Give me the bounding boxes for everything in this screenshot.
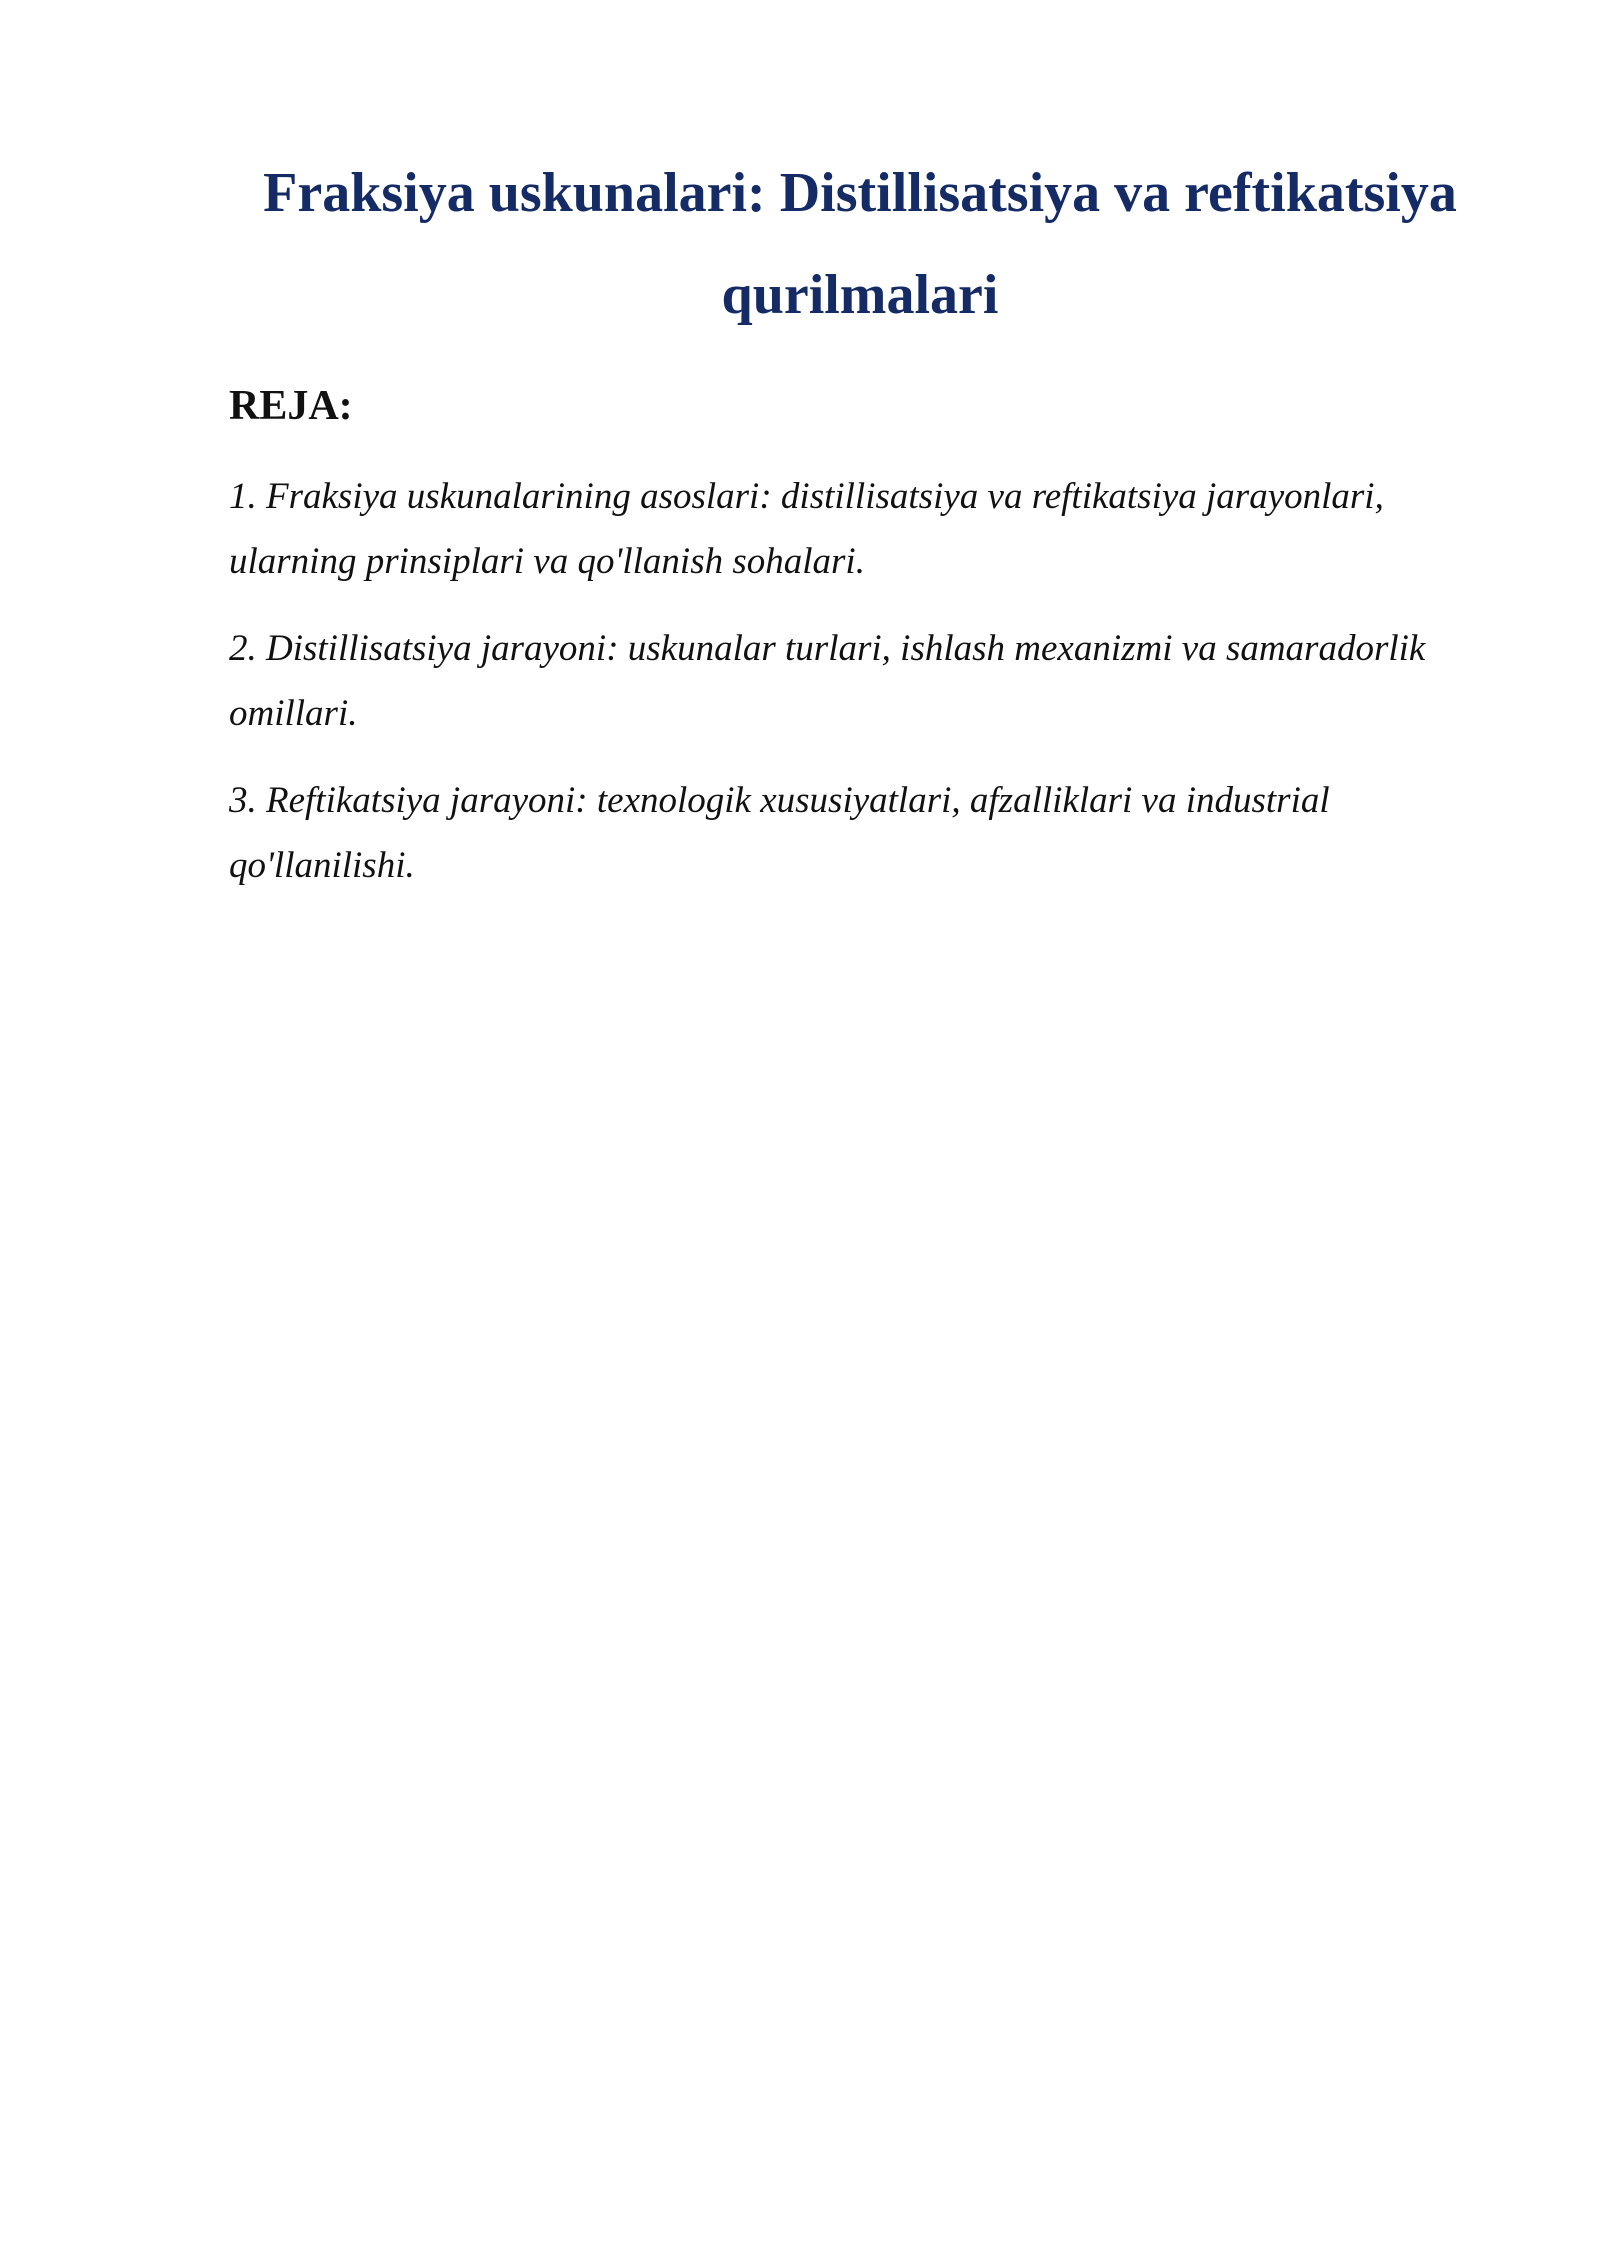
plan-item-1: 1. Fraksiya uskunalarining asoslari: distillisatsiya va reftikatsiya jarayonlari, ularning prinsiplari va qo'llanish sohalari.	[229, 476, 1384, 582]
plan-item-2: 2. Distillisatsiya jarayoni: uskunalar turlari, ishlash mexanizmi va samaradorlik omillari.	[229, 628, 1426, 734]
plan-item-3: 3. Reftikatsiya jarayoni: texnologik xususiyatlari, afzalliklari va industrial qo'llanilishi.	[229, 780, 1330, 886]
plan-list	[229, 464, 1469, 920]
plan-heading: REJA:	[229, 383, 353, 429]
document-title: Fraksiya uskunalari: Distillisatsiya va reftikatsiya qurilmalari	[263, 162, 1457, 326]
